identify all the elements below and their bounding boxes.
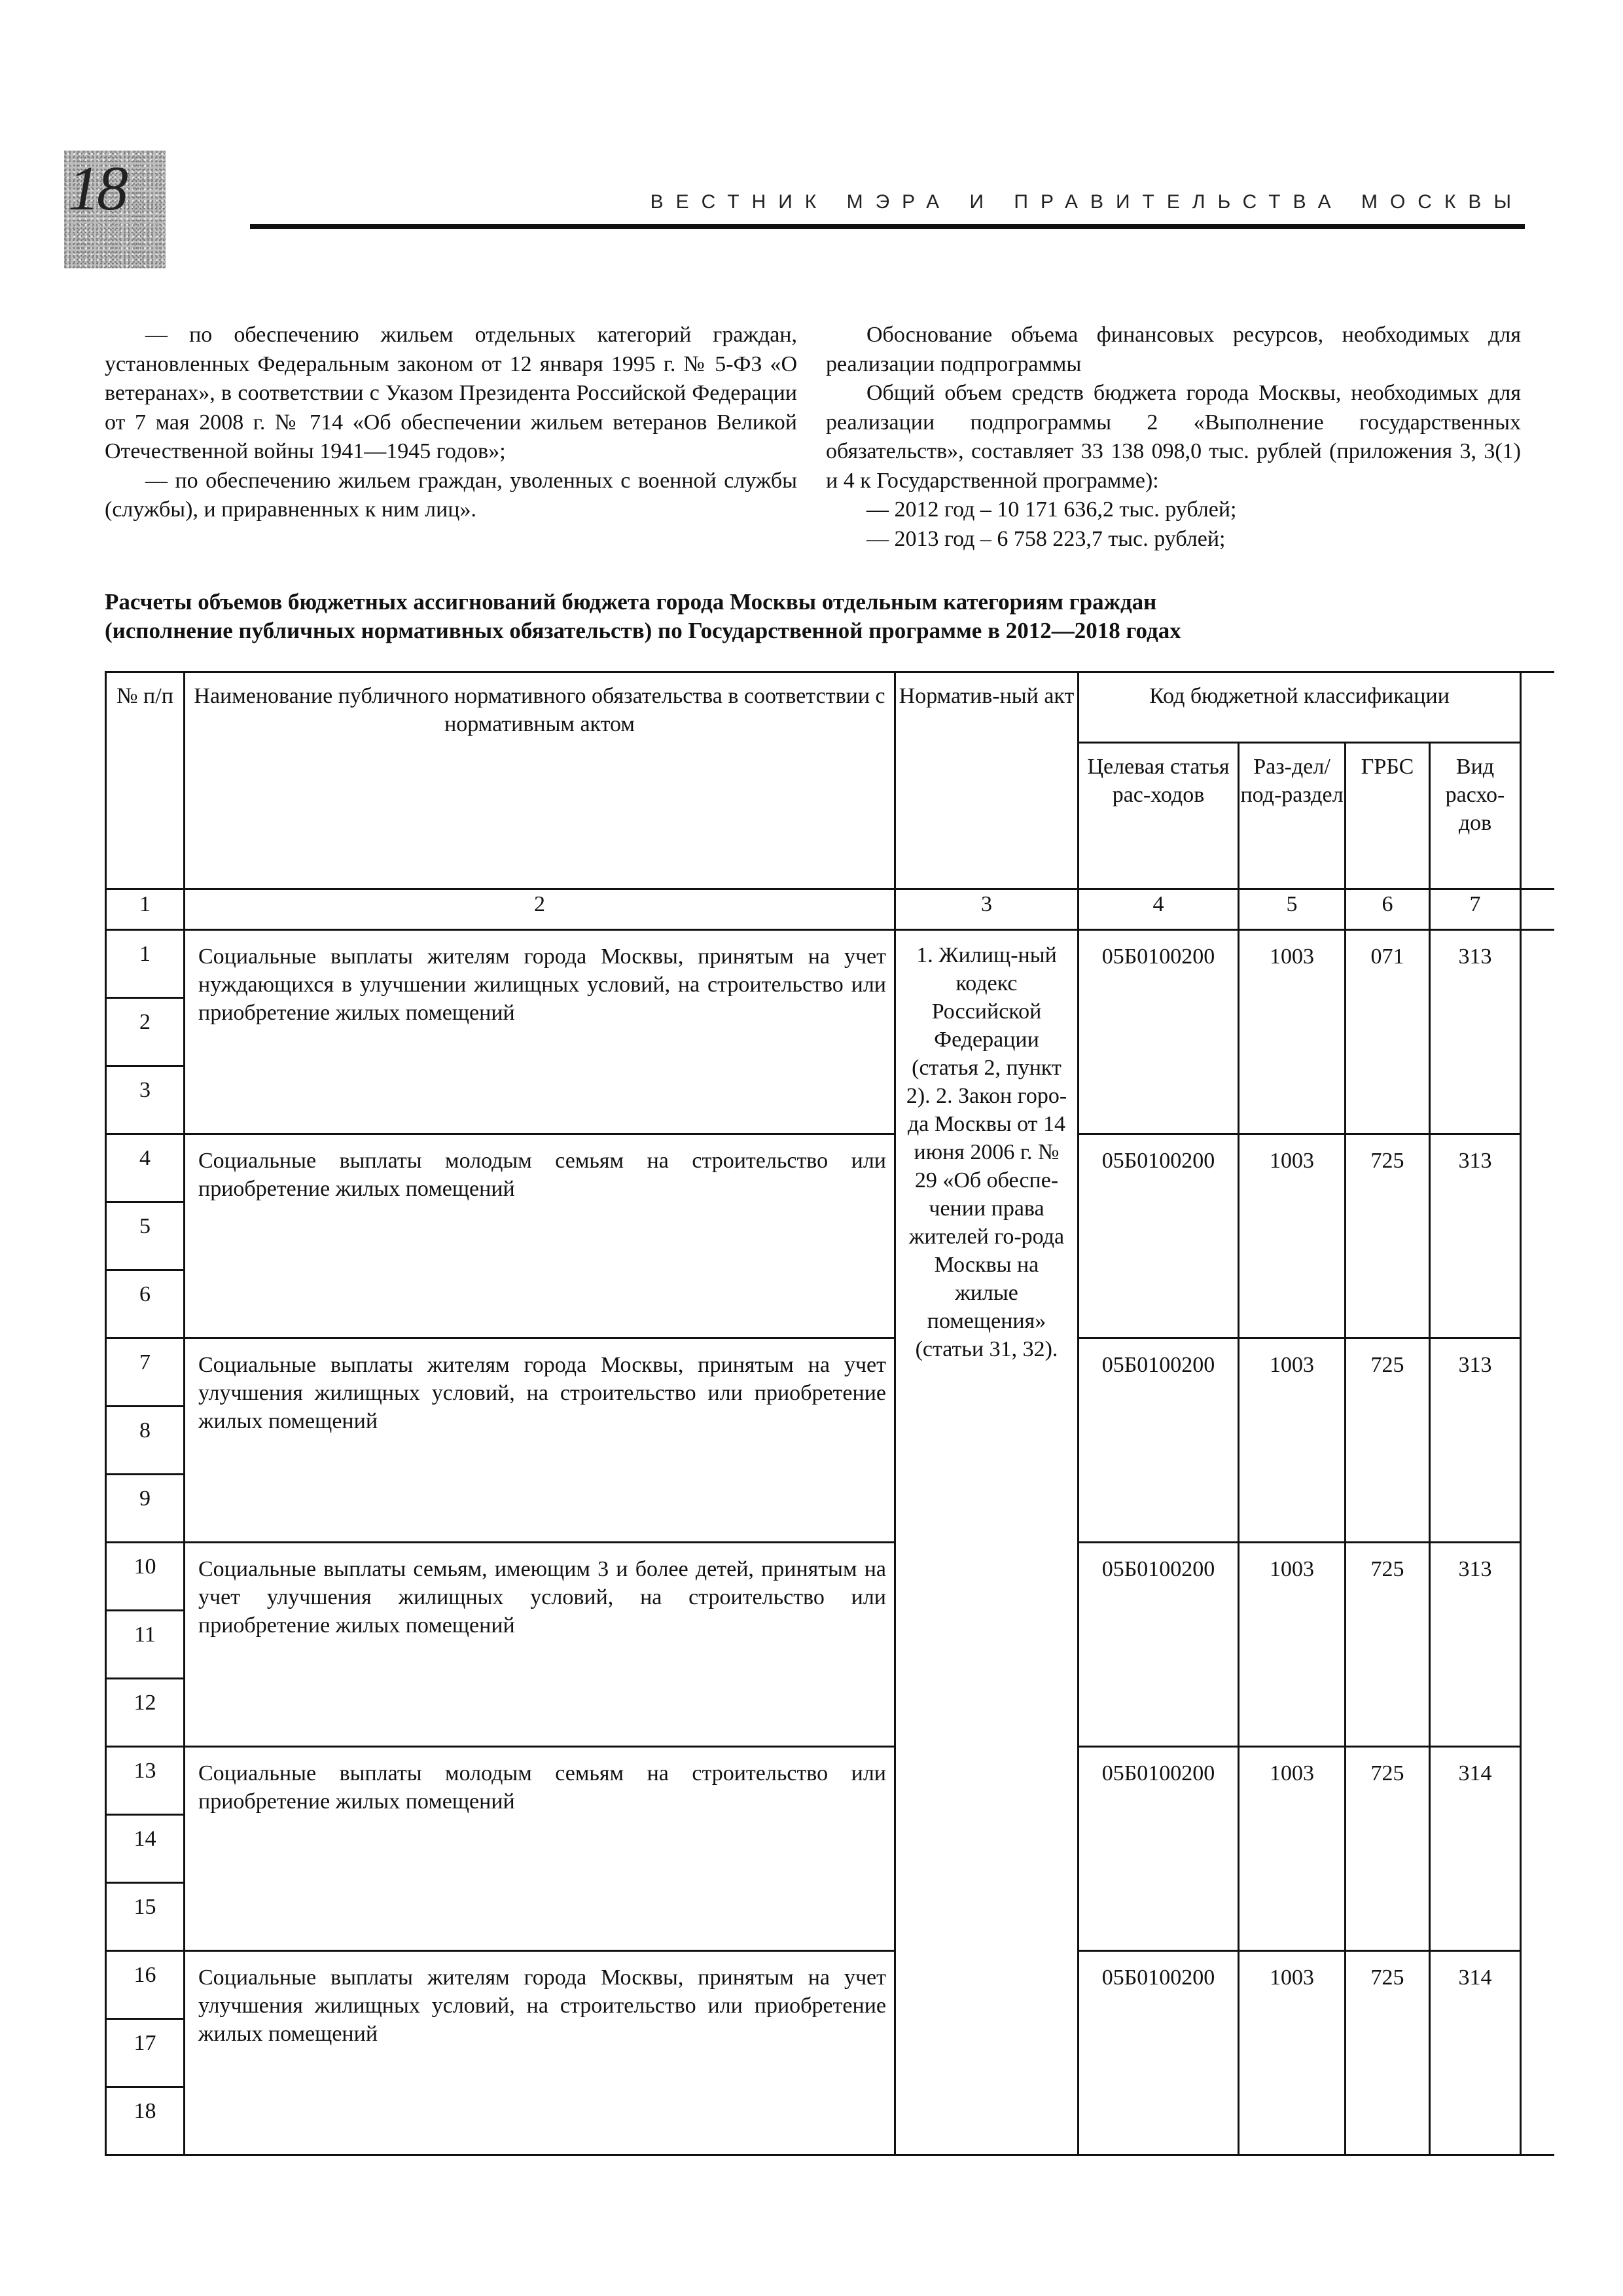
header-grbs: ГРБС xyxy=(1346,743,1430,889)
table-row xyxy=(106,1338,1555,1407)
intro-left-column xyxy=(105,321,797,525)
grbs-code: 725 xyxy=(1346,1134,1430,1338)
row-number: 6 xyxy=(106,1270,185,1338)
row-number: 1 xyxy=(106,930,185,998)
normative-act: 1. Жилищ-ный кодекс Российской Федерации (статья 2, пункт 2). 2. Закон горо-да Москвы от 14 июня 2006 г. № 29 «Об обеспе-чении права жителей го-рода Москвы на жилые помещения» (статьи 31, 32). xyxy=(895,930,1079,2155)
header-target: Целевая статья рас-ходов xyxy=(1079,743,1239,889)
expense-type: 313 xyxy=(1430,930,1521,1134)
expense-type: 313 xyxy=(1430,1134,1521,1338)
section-title xyxy=(105,588,1518,645)
obligation-name: Социальные выплаты семьям, имеющим 3 и более детей, принятым на учет улучшения жилищных условий, на строительство или приобретение жилых помещений xyxy=(185,1543,895,1747)
row-number: 10 xyxy=(106,1543,185,1611)
row-number: 7 xyxy=(106,1338,185,1407)
obligation-name: Социальные выплаты молодым семьям на строительство или приобретение жилых помещений xyxy=(185,1747,895,1951)
table-row xyxy=(106,1747,1555,1815)
target-article: 05Б0100200 xyxy=(1079,1543,1239,1747)
header-extra xyxy=(1521,672,1555,889)
section-code: 1003 xyxy=(1239,1134,1346,1338)
header-num: № п/п xyxy=(106,672,185,889)
row-number: 3 xyxy=(106,1066,185,1134)
section-title-line: Расчеты объемов бюджетных ассигнований бюджета города Москвы отдельным категориям граждан xyxy=(105,589,1157,615)
section-title-line: (исполнение публичных нормативных обязательств) по Государственной программе в 2012—2018 годах xyxy=(105,618,1181,643)
intro-paragraph: — 2012 год – 10 171 636,2 тыс. рублей; xyxy=(866,497,1237,522)
row-number: 9 xyxy=(106,1475,185,1543)
section-code: 1003 xyxy=(1239,1747,1346,1951)
row-number: 12 xyxy=(106,1679,185,1747)
row-number: 5 xyxy=(106,1202,185,1270)
obligation-name: Социальные выплаты жителям города Москвы, принятым на учет улучшения жилищных условий, на строительство или приобретение жилых помещений xyxy=(185,1338,895,1543)
journal-title: ВЕСТНИК МЭРА И ПРАВИТЕЛЬСТВА МОСКВЫ xyxy=(650,191,1524,213)
index-cell: 7 xyxy=(1430,889,1521,930)
header-name: Наименование публичного нормативного обязательства в соответствии с нормативным актом xyxy=(185,672,895,889)
row-number: 13 xyxy=(106,1747,185,1815)
header-section: Раз-дел/ под-раздел xyxy=(1239,743,1346,889)
obligations-table xyxy=(105,671,1554,2156)
row-number: 17 xyxy=(106,2019,185,2087)
header-act: Норматив-ный акт xyxy=(895,672,1079,889)
table-row xyxy=(106,1951,1555,2019)
row-number: 14 xyxy=(106,1815,185,1883)
row-number: 8 xyxy=(106,1407,185,1475)
page-number: 18 xyxy=(68,153,126,223)
table-row xyxy=(106,1134,1555,1202)
section-code: 1003 xyxy=(1239,1338,1346,1543)
target-article: 05Б0100200 xyxy=(1079,1338,1239,1543)
grbs-code: 725 xyxy=(1346,1951,1430,2155)
header-vid: Вид расхо-дов xyxy=(1430,743,1521,889)
header-rule xyxy=(250,224,1525,229)
expense-type: 314 xyxy=(1430,1747,1521,1951)
grbs-code: 725 xyxy=(1346,1338,1430,1543)
row-number: 15 xyxy=(106,1883,185,1951)
obligation-name: Социальные выплаты жителям города Москвы, принятым на учет улучшения жилищных условий, на строительство или приобретение жилых помещений xyxy=(185,1951,895,2155)
intro-right-column xyxy=(826,321,1521,554)
index-row xyxy=(106,889,1555,930)
intro-paragraph: — по обеспечению жильем отдельных категорий граждан, установленных Федеральным законом от 12 января 1995 г. № 5-ФЗ «О ветеранах», в соответствии с Указом Президента Российской Федерации от 7 мая 2008 г. № 714 «Об обеспечении жильем ветеранов Великой Отечественной войны 1941—1945 годов»; xyxy=(105,323,797,463)
target-article: 05Б0100200 xyxy=(1079,1747,1239,1951)
table-row xyxy=(106,1543,1555,1611)
section-code: 1003 xyxy=(1239,930,1346,1134)
expense-type: 313 xyxy=(1430,1338,1521,1543)
intro-paragraph: — по обеспечению жильем граждан, уволенных с военной службы (службы), и приравненных к ним лиц». xyxy=(105,468,797,522)
index-cell: 4 xyxy=(1079,889,1239,930)
expense-type: 313 xyxy=(1430,1543,1521,1747)
row-number: 16 xyxy=(106,1951,185,2019)
target-article: 05Б0100200 xyxy=(1079,930,1239,1134)
index-cell: 3 xyxy=(895,889,1079,930)
obligation-name: Социальные выплаты жителям города Москвы, принятым на учет нуждающихся в улучшении жилищных условий, на строительство или приобретение жилых помещений xyxy=(185,930,895,1134)
index-cell: 6 xyxy=(1346,889,1430,930)
row-number: 2 xyxy=(106,998,185,1066)
section-code: 1003 xyxy=(1239,1543,1346,1747)
section-code: 1003 xyxy=(1239,1951,1346,2155)
row-number: 4 xyxy=(106,1134,185,1202)
grbs-code: 071 xyxy=(1346,930,1430,1134)
intro-paragraph: Общий объем средств бюджета города Москвы, необходимых для реализации подпрограммы 2 «Выполнение государственных обязательств», составляет 33 138 098,0 тыс. рублей (приложения 3, 3(1) и 4 к Государственной программе): xyxy=(826,381,1521,493)
header-kbk: Код бюджетной классификации xyxy=(1079,672,1521,743)
expense-type: 314 xyxy=(1430,1951,1521,2155)
index-cell: 1 xyxy=(106,889,185,930)
obligation-name: Социальные выплаты молодым семьям на строительство или приобретение жилых помещений xyxy=(185,1134,895,1338)
index-cell: 2 xyxy=(185,889,895,930)
intro-paragraph: Обоснование объема финансовых ресурсов, необходимых для реализации подпрограммы xyxy=(826,323,1521,376)
grbs-code: 725 xyxy=(1346,1747,1430,1951)
target-article: 05Б0100200 xyxy=(1079,1951,1239,2155)
grbs-code: 725 xyxy=(1346,1543,1430,1747)
row-number: 11 xyxy=(106,1611,185,1679)
row-number: 18 xyxy=(106,2087,185,2155)
intro-paragraph: — 2013 год – 6 758 223,7 тыс. рублей; xyxy=(866,526,1226,551)
target-article: 05Б0100200 xyxy=(1079,1134,1239,1338)
index-cell: 5 xyxy=(1239,889,1346,930)
table-row xyxy=(106,930,1555,998)
